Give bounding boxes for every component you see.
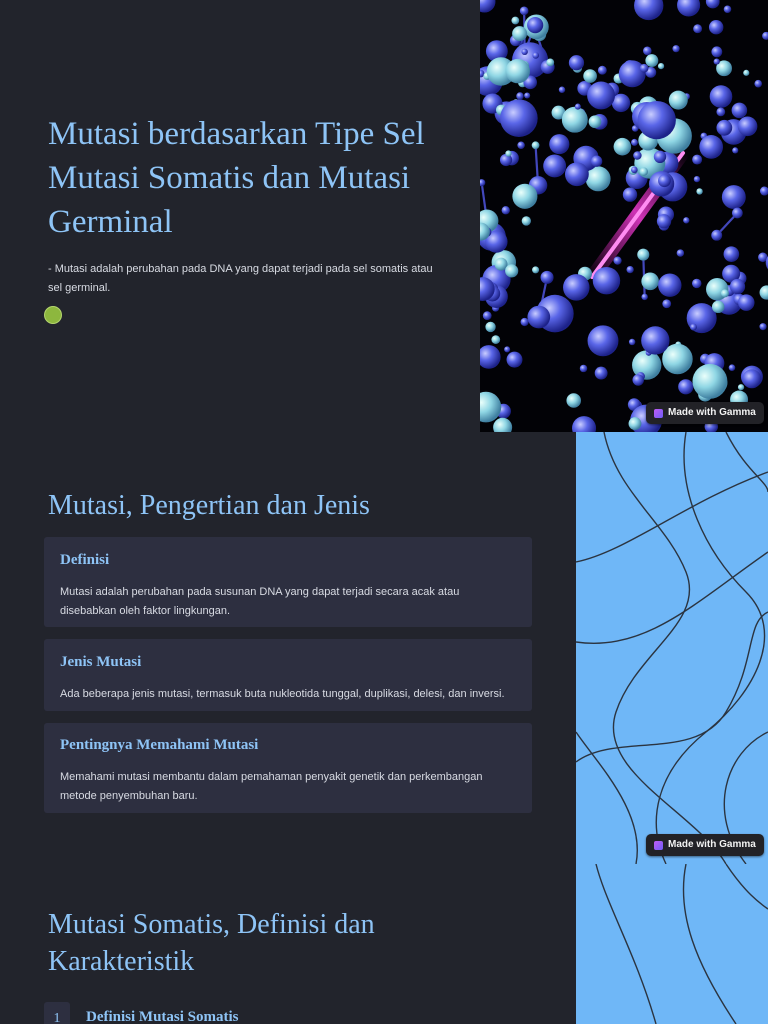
molecule-atom [716,120,732,136]
item-number: 1 [44,1002,70,1024]
molecule-atom [588,325,619,356]
slide-1 [0,0,768,432]
molecule-atom [505,264,518,277]
molecule-atom [658,273,681,296]
molecule-atom [483,311,492,320]
molecule-atom [629,339,635,345]
molecule-atom [692,279,701,288]
molecule-atom [626,266,633,273]
molecule-atom [709,20,723,34]
card-body: Memahami mutasi membantu dalam pemahaman penyakit genetik dan perkembangan metode penyembuhan baru. [60,771,483,802]
molecule-atom [541,271,554,284]
molecule-atom [730,279,745,294]
molecule-atom [522,216,531,225]
slide-2-title: Mutasi, Pengertian dan Jenis [48,490,370,521]
molecule-atom [565,162,589,186]
molecule-atom [506,59,530,83]
molecule-atom [521,318,529,326]
molecule-atom [714,58,720,64]
molecule-atom [516,92,523,99]
molecule-atom [692,155,702,165]
molecule-atom [724,246,740,262]
molecule-atom [711,230,722,241]
molecule-atom [662,299,671,308]
molecule-atom [711,46,722,57]
molecule-atom [546,58,554,66]
slide-2 [0,432,768,864]
gamma-logo-icon [654,409,663,418]
molecule-atom [759,323,766,330]
molecule-atom [613,257,621,265]
molecule-atom [690,324,697,331]
slide-1-title: Mutasi berdasarkan Tipe Sel Mutasi Somatis dan Mutasi Germinal [48,116,425,240]
molecule-atom [743,70,749,76]
wavy-lines-pattern-icon [576,432,768,864]
item-title: Definisi Mutasi Somatis [86,1009,239,1024]
molecule-atom [521,49,527,55]
molecule-atom [696,188,702,194]
molecule-atom [632,374,643,385]
card-body: Mutasi adalah perubahan pada susunan DNA yang dapat terjadi secara acak atau disebabkan oleh faktor lingkungan. [60,586,460,617]
molecule-atom [532,52,539,59]
molecule-atom [724,5,732,13]
molecule-atom [732,147,738,153]
made-with-gamma-badge[interactable] [646,834,764,856]
card-jenis-mutasi [44,639,532,711]
molecule-atom [505,150,511,156]
card-pentingnya [44,723,532,813]
molecule-atom [716,108,725,117]
dna-molecule-image [480,0,768,432]
slide-3 [0,864,768,1024]
molecule-atom [562,107,588,133]
molecule-atom [641,326,669,354]
molecule-atom [549,134,569,154]
molecule-atom [669,91,688,110]
molecule-atom [629,417,642,430]
molecule-atom [738,116,758,136]
molecule-atom [520,7,529,16]
molecule-atom [511,17,519,25]
molecule-atom [527,306,550,329]
wavy-lines-pattern-icon [576,864,768,1024]
molecule-atom [543,155,566,178]
molecule-atom [631,139,638,146]
molecule-atom [699,135,723,159]
molecule-atom [738,384,744,390]
card-definisi [44,537,532,627]
molecule-atom [683,217,689,223]
molecule-atom [645,54,658,67]
green-dot-icon [44,306,62,324]
dna-molecule-illustration-icon [480,0,768,432]
card-title: Jenis Mutasi [60,654,142,670]
molecule-atom [722,185,746,209]
molecule-atom [575,104,581,110]
card-body: Ada beberapa jenis mutasi, termasuk buta nukleotida tunggal, duplikasi, delesi, dan inversi. [60,688,505,700]
molecule-atom [631,166,638,173]
molecule-atom [638,101,676,139]
molecule-atom [512,184,537,209]
molecule-atom [587,82,615,110]
molecule-atom [732,208,743,219]
slide-3-title: Mutasi Somatis, Definisi dan Karakteristik [48,909,375,977]
molecule-atom [569,55,584,70]
molecule-atom [532,141,540,149]
molecule-atom [563,274,590,301]
molecule-atom [693,24,702,33]
made-with-gamma-badge[interactable] [646,402,764,424]
molecule-atom [619,60,646,87]
molecule-atom [640,167,648,175]
molecule-atom [512,26,527,41]
molecule-atom [502,206,510,214]
molecule-atom [658,174,671,187]
molecule-atom [491,335,500,344]
molecule-atom [637,249,649,261]
molecule-atom [589,115,602,128]
molecule-atom [640,64,649,73]
molecule-atom [712,301,724,313]
line-pattern-image [576,864,768,1024]
molecule-atom [532,266,539,273]
molecule-atom [643,47,652,56]
molecule-atom [657,214,671,228]
molecule-atom [623,187,637,201]
molecule-atom [504,346,510,352]
badge-label: Made with Gamma [668,407,756,418]
molecule-atom [658,63,664,69]
molecule-atom [593,267,620,294]
molecule-atom [583,69,597,83]
molecule-atom [507,352,523,368]
molecule-atom [732,103,748,119]
molecule-atom [517,142,524,149]
molecule-atom [754,80,762,88]
line-pattern-image [576,432,768,864]
molecule-atom [595,367,608,380]
molecule-atom [738,294,754,310]
molecule-atom [742,369,761,388]
molecule-atom [598,66,607,75]
molecule-atom [694,176,700,182]
molecule-atom [641,273,659,291]
molecule-atom [485,322,495,332]
molecule-atom [721,289,729,297]
molecule-atom [692,364,727,399]
molecule-atom [677,249,684,256]
molecule-atom [527,17,543,33]
molecule-atom [641,294,647,300]
molecule-atom [500,99,538,137]
card-title: Pentingnya Memahami Mutasi [60,737,259,753]
molecule-atom [559,87,565,93]
molecule-atom [672,45,679,52]
molecule-atom [591,156,602,167]
badge-label: Made with Gamma [668,839,756,850]
gamma-logo-icon [654,841,663,850]
molecule-atom [614,138,632,156]
molecule-atom [654,151,666,163]
molecule-atom [678,379,693,394]
molecule-atom [633,151,641,159]
molecule-atom [580,365,587,372]
slide-1-description: - Mutasi adalah perubahan pada DNA yang dapat terjadi pada sel somatis atau sel germinal. [48,263,433,294]
molecule-atom [729,364,736,371]
molecule-atom [566,393,581,408]
molecule-atom [710,85,733,108]
card-title: Definisi [60,552,110,568]
molecule-atom [524,92,530,98]
